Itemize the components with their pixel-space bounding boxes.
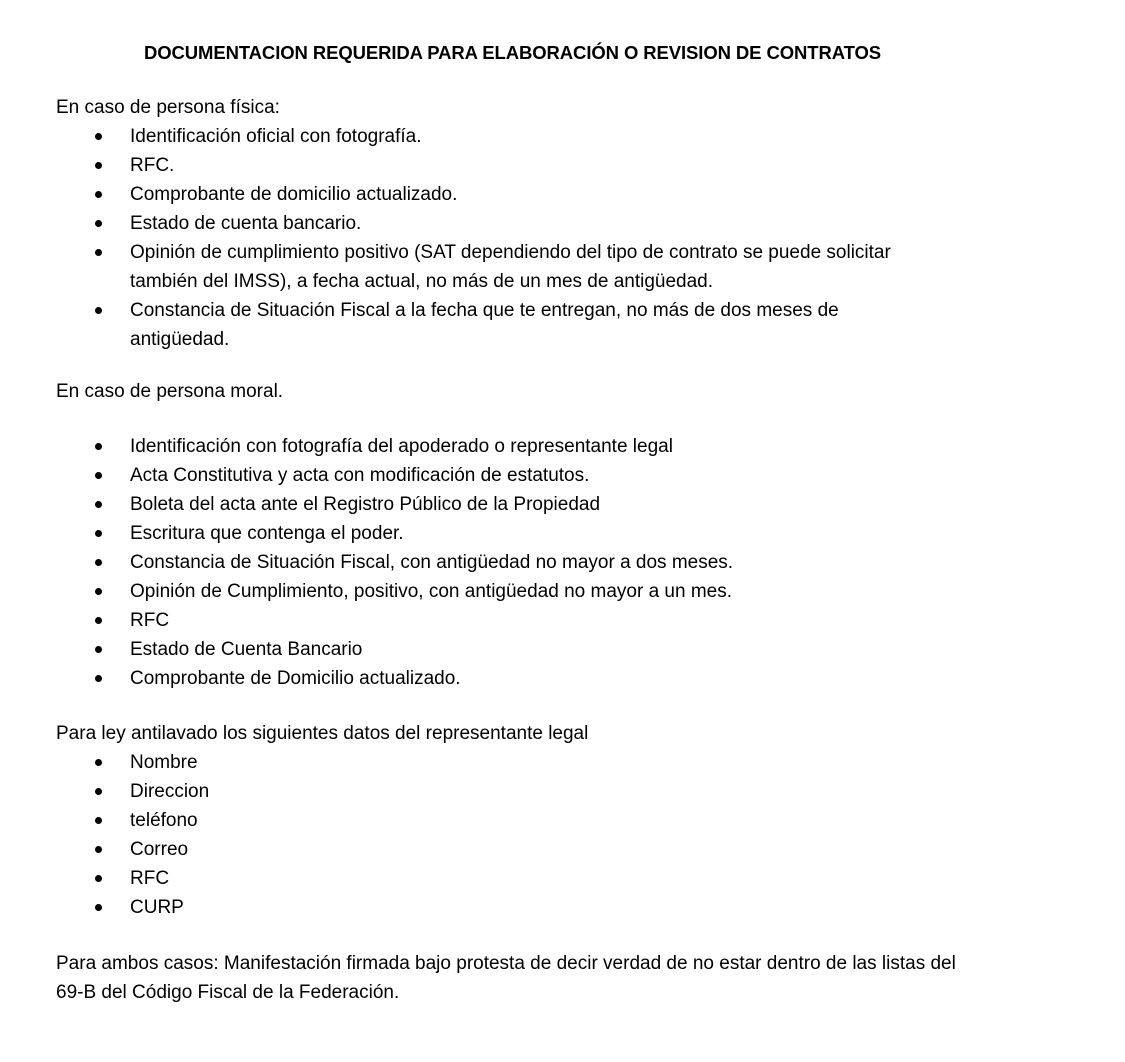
list-item: Estado de cuenta bancario. bbox=[0, 209, 900, 238]
list-item: Acta Constitutiva y acta con modificación de estatutos. bbox=[0, 461, 900, 490]
list-item: Comprobante de Domicilio actualizado. bbox=[0, 664, 900, 693]
list-item: Constancia de Situación Fiscal, con antigüedad no mayor a dos meses. bbox=[0, 548, 900, 577]
footer-note: Para ambos casos: Manifestación firmada bajo protesta de decir verdad de no estar dentro de las listas del 69-B del Código Fiscal de la Federación. bbox=[56, 953, 956, 1003]
persona-fisica-heading: En caso de persona física: bbox=[56, 97, 280, 118]
list-item: Estado de Cuenta Bancario bbox=[0, 635, 900, 664]
list-item: Escritura que contenga el poder. bbox=[0, 519, 900, 548]
list-item: Opinión de Cumplimiento, positivo, con antigüedad no mayor a un mes. bbox=[0, 577, 900, 606]
list-item: RFC bbox=[0, 606, 900, 635]
antilavado-heading: Para ley antilavado los siguientes datos del representante legal bbox=[56, 723, 589, 744]
list-item: Direccion bbox=[0, 777, 900, 806]
document-title: DOCUMENTACION REQUERIDA PARA ELABORACIÓN O REVISION DE CONTRATOS bbox=[143, 42, 882, 63]
list-item: teléfono bbox=[0, 806, 900, 835]
list-item: CURP bbox=[0, 893, 900, 922]
list-item: Comprobante de domicilio actualizado. bbox=[0, 180, 900, 209]
list-item: Nombre bbox=[0, 748, 900, 777]
list-item: Correo bbox=[0, 835, 900, 864]
list-item: RFC bbox=[0, 864, 900, 893]
persona-moral-list bbox=[0, 432, 1000, 693]
antilavado-list bbox=[0, 748, 1000, 922]
persona-fisica-list bbox=[0, 122, 1000, 354]
list-item: Identificación con fotografía del apoderado o representante legal bbox=[0, 432, 900, 461]
list-item: Opinión de cumplimiento positivo (SAT dependiendo del tipo de contrato se puede solicitar también del IMSS), a fecha actual, no más de un mes de antigüedad. bbox=[0, 238, 900, 296]
list-item: Identificación oficial con fotografía. bbox=[0, 122, 900, 151]
list-item: Boleta del acta ante el Registro Público de la Propiedad bbox=[0, 490, 900, 519]
list-item: RFC. bbox=[0, 151, 900, 180]
list-item: Constancia de Situación Fiscal a la fecha que te entregan, no más de dos meses de antigüedad. bbox=[0, 296, 900, 354]
persona-moral-heading: En caso de persona moral. bbox=[56, 381, 284, 402]
